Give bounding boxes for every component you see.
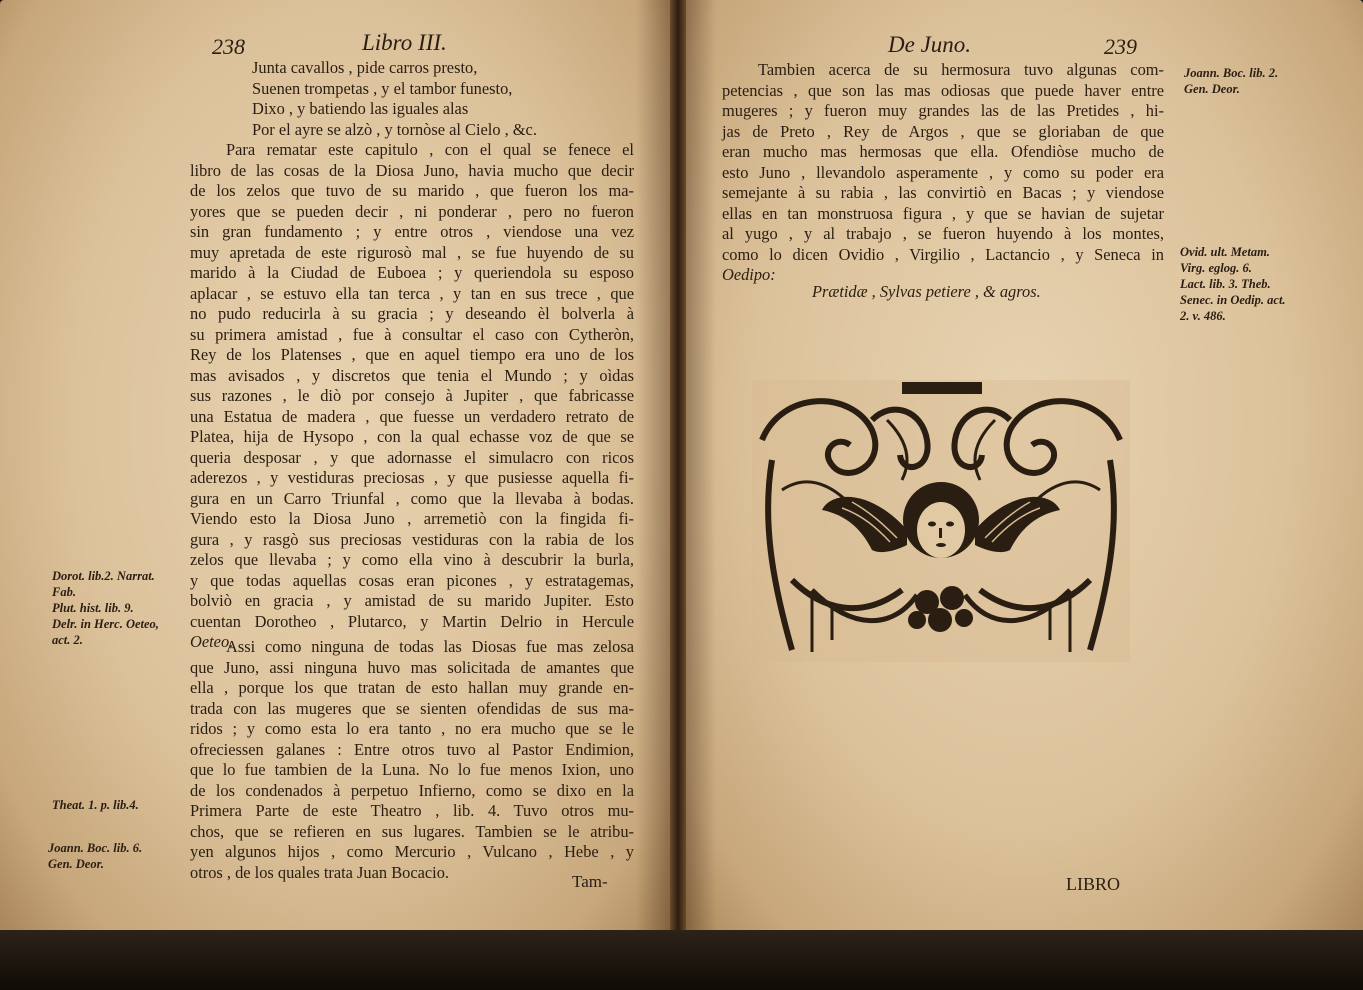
- text-line: esto Juno , llevandolo asperamente , y como su poder era: [722, 162, 1164, 182]
- catchword: Tam-: [572, 872, 608, 891]
- verse-block: [252, 58, 537, 140]
- text-line: que Juno, assi ninguna huvo mas solicitada de amantes que: [190, 657, 634, 677]
- margin-note-line: Lact. lib. 3. Theb.: [1180, 277, 1271, 291]
- text-line: Viendo esto la Diosa Juno , arremetiò con la fingida fi-: [190, 509, 634, 528]
- margin-note-line: Plut. hist. lib. 9.: [52, 601, 134, 615]
- text-line: de los condenados à perpetuo Infierno, como se dixo en la: [190, 780, 634, 800]
- background-surface: [0, 930, 1363, 990]
- margin-note-line: Gen. Deor.: [1184, 82, 1240, 96]
- text-line: y que todas aquellas cosas eran picones , y estratagemas,: [190, 570, 634, 590]
- text-line: Tambien acerca de su hermosura tuvo algunas com-: [758, 60, 1164, 79]
- text-line: Rey de los Platenses , que en aquel tiempo era uno de los: [190, 345, 634, 364]
- catchword: LIBRO: [1066, 874, 1120, 894]
- text-line: ellas en tan monstruosa figura , y que se havian de sujetar: [722, 203, 1164, 223]
- text-line: una Estatua de madera , que fuesse un verdadero retrato de: [190, 406, 634, 426]
- margin-note-line: act. 2.: [52, 633, 83, 647]
- text-line: Oedipo:: [722, 265, 776, 284]
- text-line: muy apretada de este rigurosò mal , se fue huyendo de su: [190, 242, 634, 262]
- margin-note-line: Ovid. ult. Metam.: [1180, 245, 1270, 259]
- paragraph: [722, 60, 1164, 286]
- margin-note: [52, 797, 139, 813]
- margin-note-line: Senec. in Oedip. act.: [1180, 293, 1286, 307]
- text-line: aplacar , se estuvo ella tan terca , y tan en sus trece , que: [190, 283, 634, 303]
- text-line: sin gran fundamento ; y entre otros , viendose una vez: [190, 222, 634, 241]
- running-head: Libro III.: [362, 30, 447, 55]
- book-gutter: [670, 0, 686, 935]
- text-line: queria desposar , y que adornasse el simulacro con ricos: [190, 447, 634, 467]
- page-number: 239: [1104, 34, 1137, 59]
- text-line: otros , de los quales trata Juan Bocacio.: [190, 862, 449, 882]
- text-line: mas avisados , y discretos que tenia el Mundo ; y oìdas: [190, 365, 634, 385]
- margin-note-line: Virg. eglog. 6.: [1180, 261, 1252, 275]
- verse-line: Por el ayre se alzò , y tornòse al Cielo , &c.: [252, 119, 537, 139]
- text-line: aderezos , y vestiduras preciosas , y que pusiesse aquella fi-: [190, 468, 634, 487]
- margin-note: [1184, 65, 1278, 97]
- text-line: bolviò en gracia , y amistad de su marido Jupiter. Esto: [190, 591, 634, 610]
- running-head: De Juno.: [888, 32, 972, 57]
- text-line: semejante à su rabia , las convirtiò en Bacas ; y viendose: [722, 183, 1164, 202]
- page-number: 238: [212, 34, 245, 59]
- margin-note-line: Theat. 1. p. lib.4.: [52, 798, 139, 812]
- paragraph-2: [190, 637, 634, 883]
- margin-note-line: 2. v. 486.: [1180, 309, 1226, 323]
- text-line: Oeteo.: [190, 632, 234, 651]
- verse-quote: Prætidæ , Sylvas petiere , & agros.: [812, 282, 1041, 301]
- text-line: cuentan Dorotheo , Plutarco, y Martin Delrio in Hercule: [190, 611, 634, 631]
- text-line: ofreciessen galanes : Entre otros tuvo al Pastor Endimion,: [190, 739, 634, 759]
- text-line: Assi como ninguna de todas las Diosas fue mas zelosa: [226, 637, 634, 656]
- text-line: sus razones , le diò por consejo à Jupiter , que fabricasse: [190, 386, 634, 405]
- margin-note-line: Gen. Deor.: [48, 857, 104, 871]
- text-line: libro de las cosas de la Diosa Juno, havia mucho que decir: [190, 160, 634, 180]
- text-line: gura en un Carro Triunfal , como que la llevaba à bodas.: [190, 488, 634, 508]
- text-line: trada con las mugeres que se sienten ofendidas de sus ma-: [190, 698, 634, 718]
- text-line: Para rematar este capitulo , con el qual se fenece el: [226, 140, 634, 159]
- text-line: ridos ; y como esta lo era tanto , no era mucho que se le: [190, 719, 634, 738]
- paragraph-1: [190, 140, 634, 653]
- text-line: Platea, hija de Hysopo , con la qual echasse voz de que se: [190, 427, 634, 446]
- text-line: yen algunos hijos , como Mercurio , Vulcano , Hebe , y: [190, 842, 634, 861]
- text-line: que lo fue tambien de la Luna. No lo fue menos Ixion, uno: [190, 760, 634, 779]
- margin-note-line: Fab.: [52, 585, 76, 599]
- margin-note: [52, 568, 159, 648]
- cherub-ornament-icon: [752, 380, 1130, 662]
- margin-note-line: Joann. Boc. lib. 2.: [1184, 66, 1279, 80]
- text-line: mugeres ; y fueron muy grandes las de las Pretides , hi-: [722, 101, 1164, 120]
- margin-note-line: Delr. in Herc. Oeteo,: [52, 617, 159, 631]
- text-line: gura , y rasgò sus preciosas vestiduras con la rabia de los: [190, 529, 634, 549]
- margin-note: [48, 840, 142, 872]
- margin-note: [1180, 244, 1286, 324]
- text-line: Primera Parte de este Theatro , lib. 4. Tuvo otros mu-: [190, 801, 634, 820]
- left-page: [0, 0, 676, 935]
- verse-line: Junta cavallos , pide carros presto,: [252, 58, 478, 77]
- text-line: yores que se pueden decir , ni ponderar , pero no fueron: [190, 201, 634, 221]
- text-line: jas de Preto , Rey de Argos , que se gloriaban de que: [722, 121, 1164, 141]
- text-line: al yugo , y al trabajo , se fueron huyendo à los montes,: [722, 224, 1164, 243]
- text-line: zelos que llevaba ; y como ella vino à descubrir la burla,: [190, 550, 634, 569]
- text-line: petencias , que son las mas odiosas que puede haver entre: [722, 80, 1164, 100]
- text-line: eran mucho mas hermosas que ella. Ofendiòse mucho de: [722, 142, 1164, 161]
- verse-line: Suenen trompetas , y el tambor funesto,: [252, 78, 513, 98]
- margin-note-line: Dorot. lib.2. Narrat.: [52, 569, 155, 583]
- text-line: ella , porque los que tratan de esto hallan muy grande en-: [190, 678, 634, 697]
- margin-note-line: Joann. Boc. lib. 6.: [48, 841, 143, 855]
- text-line: como lo dicen Ovidio , Virgilio , Lactancio , y Seneca in: [722, 244, 1164, 264]
- text-line: no pudo reducirla à su gracia ; y deseando èl bolverla à: [190, 304, 634, 323]
- text-line: de los zelos que tuvo de su marido , que fueron los ma-: [190, 181, 634, 200]
- text-line: chos, que se refieren en sus lugares. Tambien se le atribu-: [190, 821, 634, 841]
- text-line: su primera amistad , fue à consultar el caso con Cytheròn,: [190, 324, 634, 344]
- verse-line: Dixo , y batiendo las iguales alas: [252, 99, 469, 118]
- text-line: marido à la Ciudad de Euboea ; y queriendola su esposo: [190, 263, 634, 282]
